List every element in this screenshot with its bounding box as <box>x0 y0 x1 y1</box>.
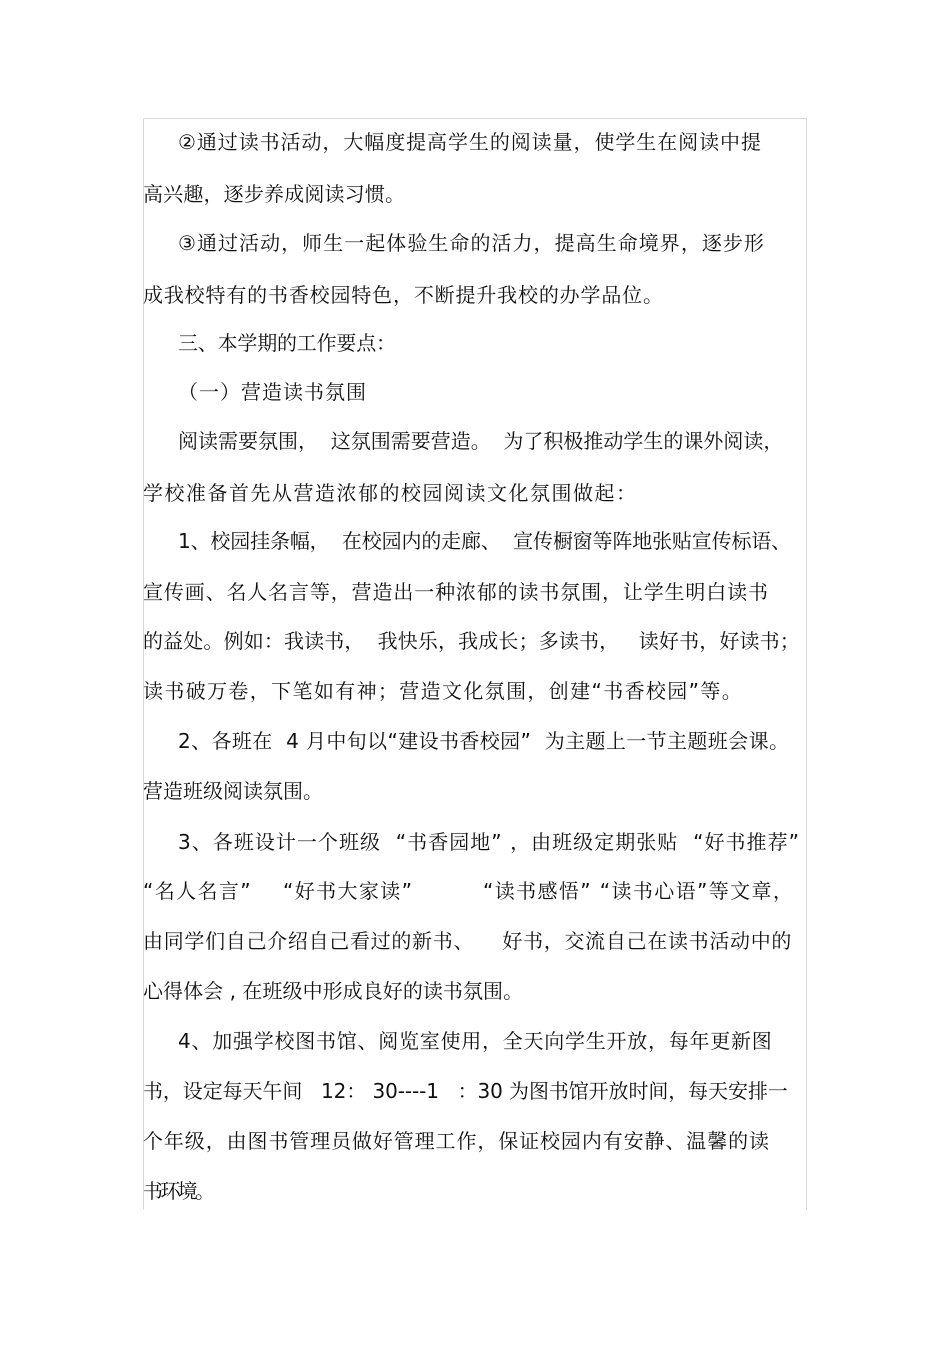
list-item-4-line: 4、加强学校图书馆、阅览室使用，全天向学生开放，每年更新图 <box>178 1029 773 1053</box>
section-heading: 三、本学期的工作要点： <box>178 331 396 355</box>
list-item-4-line: 书环境。 <box>143 1179 213 1203</box>
text-line: 高兴趣，逐步养成阅读习惯。 <box>143 182 406 206</box>
text-line: 阅读需要氛围， 这氛围需要营造。 为了积极推动学生的课外阅读， <box>178 429 784 453</box>
list-item-1-line: 1、校园挂条幅， 在校园内的走廊、 宣传橱窗等阵地张贴宣传标语、 <box>178 529 792 553</box>
list-item-3-line: 3、各班设计一个班级 “书香园地” ，由班级定期张贴 “好书推荐” <box>178 830 800 854</box>
text-line: ②通过读书活动，大幅度提高学生的阅读量，使学生在阅读中提 <box>178 130 762 154</box>
text-line: ③通过活动，师生一起体验生命的活力，提高生命境界，逐步形 <box>178 231 765 255</box>
subsection-heading: （一）营造读书氛围 <box>178 380 367 404</box>
list-item-2-line: 营造班级阅读氛围。 <box>143 779 323 803</box>
list-item-3-line: “名人名言” “好书大家读” “读书感悟” “读书心语”等文章， <box>143 879 795 903</box>
list-item-1-line: 的益处。例如：我读书， 我快乐，我成长；多读书， 读好书，好读书； <box>143 629 800 653</box>
list-item-3-line: 由同学们自己介绍自己看过的新书、 好书，交流自己在读书活动中的 <box>143 929 793 953</box>
list-item-2-line: 2、各班在 4 月中旬以“建设书香校园” 为主题上一节主题班会课。 <box>178 729 790 753</box>
list-item-4-line: 个年级，由图书管理员做好管理工作，保证校园内有安静、温馨的读 <box>143 1129 770 1153</box>
text-line: 成我校特有的书香校园特色，不断提升我校的办学品位。 <box>143 283 664 307</box>
list-item-3-line: 心得体会 , 在班级中形成良好的读书氛围。 <box>143 979 524 1003</box>
text-line: 学校准备首先从营造浓郁的校园阅读文化氛围做起： <box>143 481 638 505</box>
list-item-1-line: 读书破万卷，下笔如有神；营造文化氛围，创建“书香校园”等。 <box>143 679 744 703</box>
list-item-1-line: 宣传画、名人名言等，营造出一种浓郁的读书氛围，让学生明白读书 <box>143 580 769 604</box>
list-item-4-line: 书，设定每天午间 12： 30----1 ：30 为图书馆开放时间，每天安排一 <box>143 1079 788 1103</box>
